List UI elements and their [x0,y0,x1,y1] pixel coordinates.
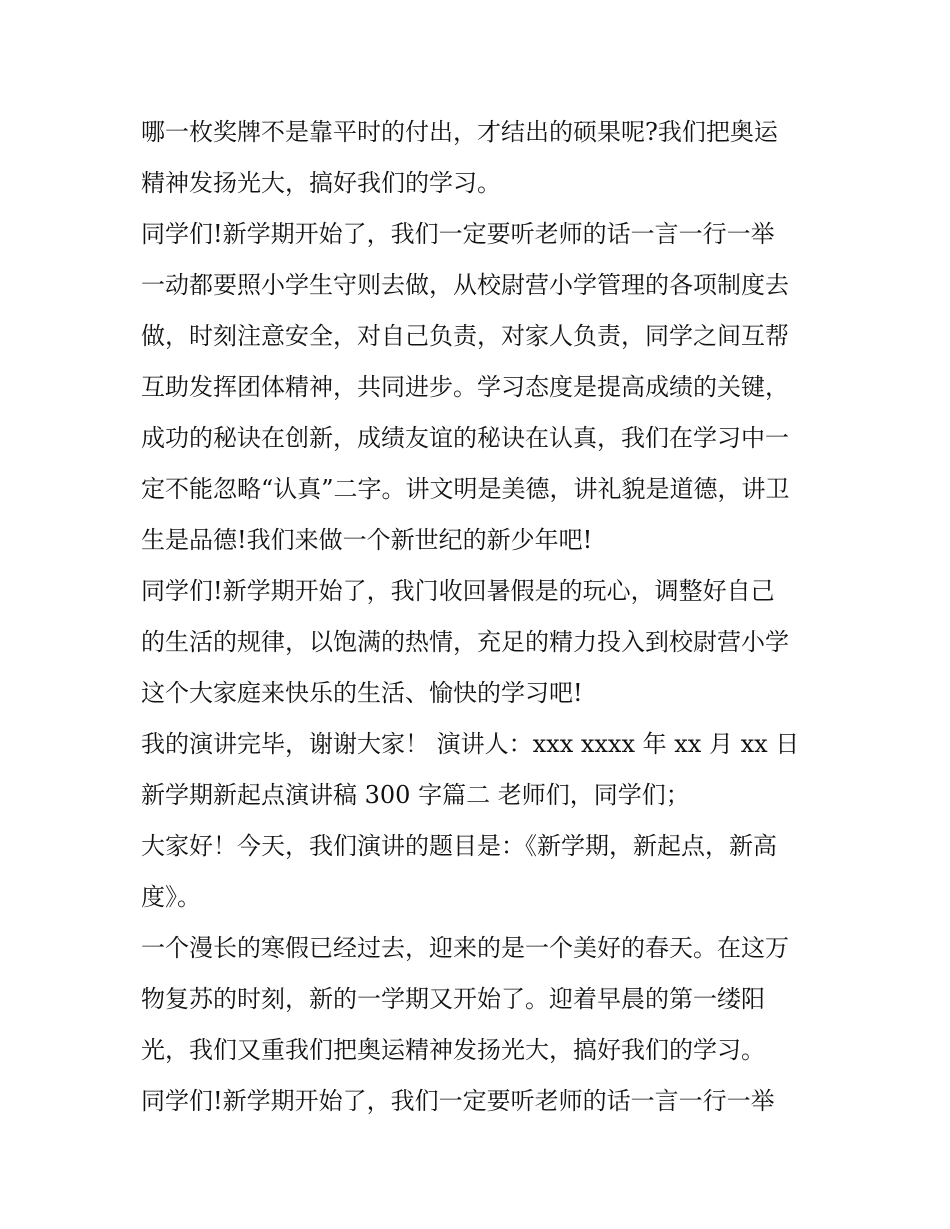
text-line: 一动都要照小学生守则去做，从校尉营小学管理的各项制度去 [141,271,789,299]
text-line: 新学期新起点演讲稿 300 字篇二 老师们，同学们； [141,781,690,809]
text-line: 同学们!新学期开始了，我门收回暑假是的玩心，调整好自己 [141,577,775,605]
text-line: 同学们!新学期开始了，我们一定要听老师的话一言一行一举 [141,1087,775,1115]
text-line: 光，我们又重我们把奥运精神发扬光大，搞好我们的学习。 [141,1036,765,1064]
text-line: 哪一枚奖牌不是靠平时的付出，才结出的硕果呢?我们把奥运 [141,118,778,146]
text-line: 物复苏的时刻，新的一学期又开始了。迎着早晨的第一缕阳 [141,985,765,1013]
text-line: 我的演讲完毕，谢谢大家！ 演讲人：xxx xxxx 年 xx 月 xx 日 [141,730,800,758]
text-line: 这个大家庭来快乐的生活、愉快的学习吧! [141,679,583,707]
text-line: 度》。 [141,883,201,911]
text-line: 同学们!新学期开始了，我们一定要听老师的话一言一行一举 [141,220,775,248]
text-line: 互助发挥团体精神，共同进步。学习态度是提高成绩的关键， [141,373,789,401]
text-line: 定不能忽略“认真”二字。讲文明是美德，讲礼貌是道德，讲卫 [141,475,790,503]
text-line: 大家好！今天，我们演讲的题目是：《新学期，新起点，新高 [141,832,777,860]
body-text [141,107,821,1127]
text-line: 精神发扬光大，搞好我们的学习。 [141,169,501,197]
text-line: 做，时刻注意安全，对自己负责，对家人负责，同学之间互帮 [141,322,789,350]
text-line: 生是品德!我们来做一个新世纪的新少年吧! [141,526,593,554]
text-line: 一个漫长的寒假已经过去，迎来的是一个美好的春天。在这万 [141,934,789,962]
text-line: 成功的秘诀在创新，成绩友谊的秘诀在认真，我们在学习中一 [141,424,789,452]
text-line: 的生活的规律，以饱满的热情，充足的精力投入到校尉营小学 [141,628,789,656]
